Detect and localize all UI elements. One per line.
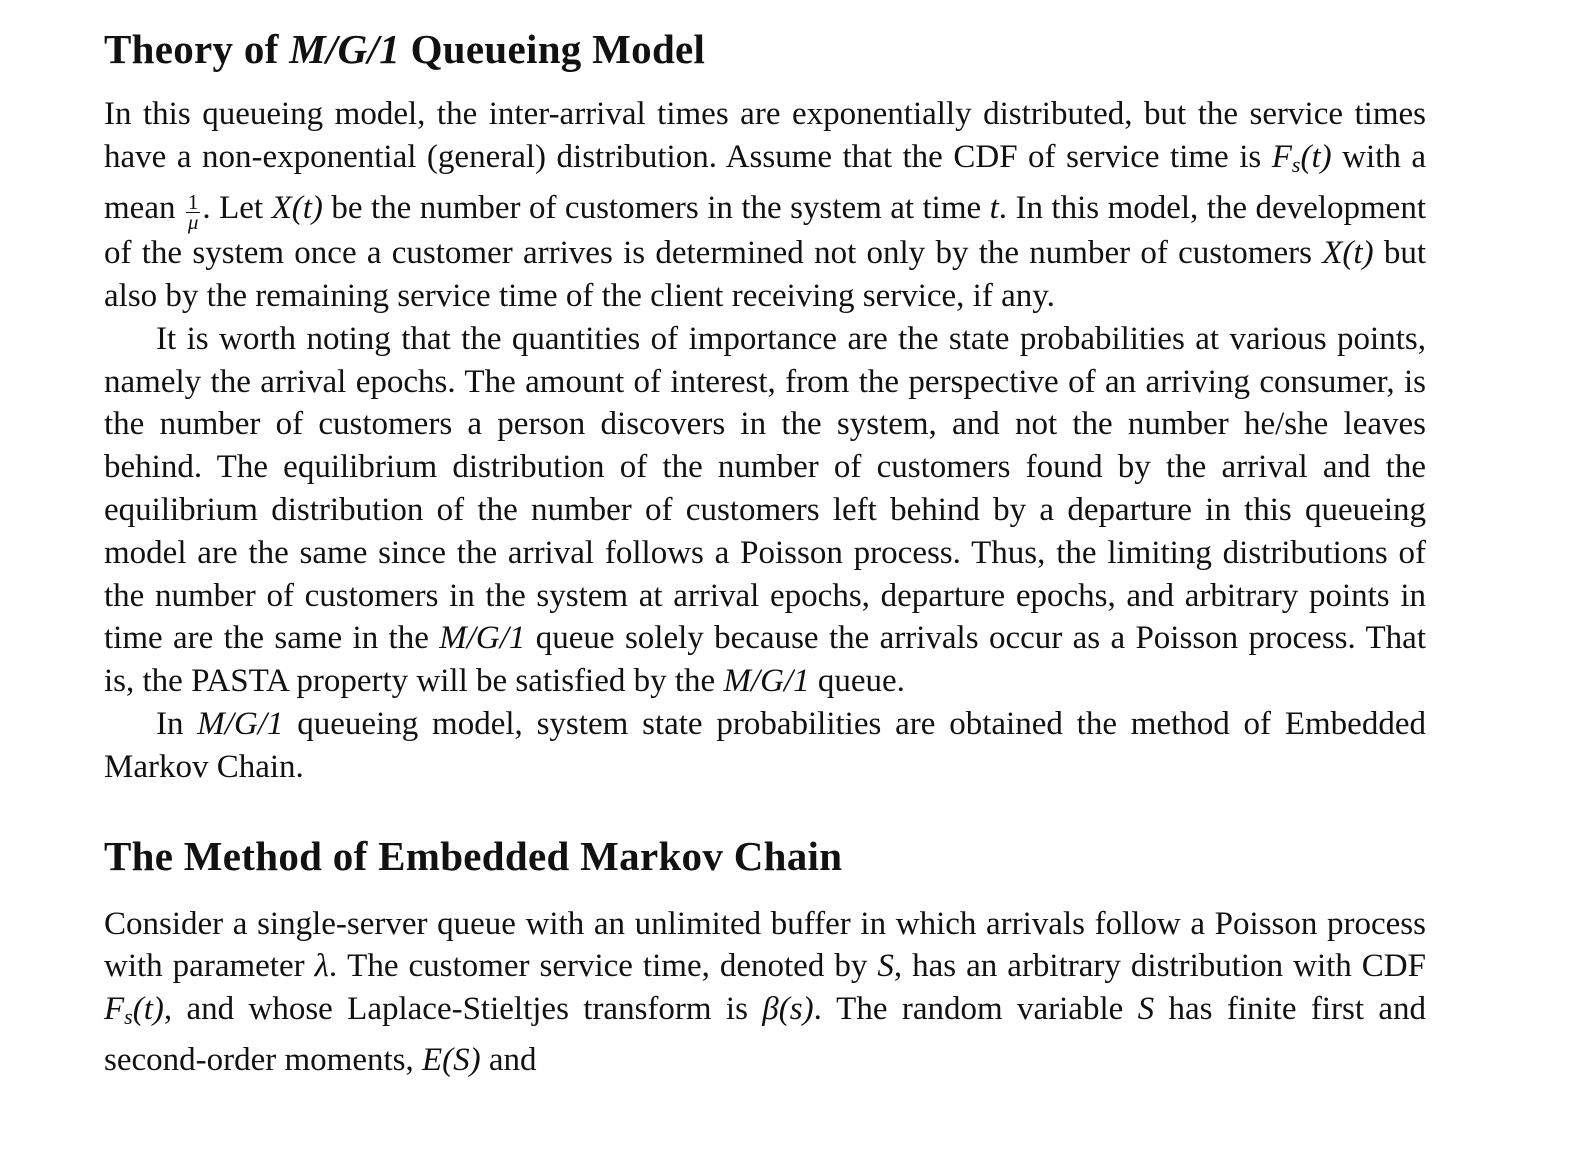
- paragraph-pasta: It is worth noting that the quantities of importance are the state probabilities at various points, namely the arrival epochs. The amount of interest, from the perspective of an arriving consumer, is the number of customers a person discovers in the system, and not the number he/she leaves behind. The equilibrium distribution of the number of customers found by the arrival and the equilibrium distribution of the number of customers left behind by a departure in this queueing model are the same since the arrival follows a Poisson process. Thus, the limiting distributions of the number of customers in the system at arrival epochs, departure epochs, and arbitrary points in time are the same in the M/G/1 queue solely because the arrivals occur as a Poisson process. That is, the PASTA property will be satisfied by the M/G/1 queue.: [104, 320, 1426, 700]
- paragraph-single-server: Consider a single-server queue with an unlimited buffer in which arrivals follow a Poisson process with parameter λ. The customer service time, denoted by S, has an arbitrary distribution with CDF $F_s(t)$, and whose Laplace-Stieltjes transform is β(s). The random variable S has finite first and second-order moments, E(S) and: [104, 905, 1426, 1078]
- math-F: F: [104, 991, 125, 1028]
- math-beta: β(s): [762, 991, 814, 1028]
- document-page: [104, 0, 1426, 1082]
- math-mg1: M/G/1: [439, 620, 526, 657]
- math-mg1: M/G/1: [289, 26, 401, 72]
- section-title-mg1-theory: Theory of M/G/1 Queueing Model: [104, 26, 706, 72]
- math-subscript-s: s: [1291, 151, 1301, 177]
- fraction-one-over-mu: $\frac{1}{\mu}$: [187, 190, 199, 235]
- paragraph-intro: In this queueing model, the inter-arrival times are exponentially distributed, but the service times have a non-exponential (general) distribution. Assume that the CDF of service time is $F_s(t)$ with a mean $\frac{1}{\mu}$ . Let X(t) be the number of customers in the system at time t. In this model, the development of the system once a customer arrives is determined not only by the number of customers X(t) but also by the remaining service time of the client receiving service, if any.: [104, 96, 1427, 314]
- math-mg1: M/G/1: [723, 663, 810, 700]
- paragraph-embedded-intro: In M/G/1 queueing model, system state probabilities are obtained the method of Embedded Markov Chain.: [104, 705, 1426, 785]
- math-F: F: [1271, 138, 1292, 175]
- section-title-embedded-markov-chain: The Method of Embedded Markov Chain: [104, 832, 843, 879]
- math-lambda: λ: [314, 948, 329, 985]
- math-mg1: M/G/1: [197, 705, 284, 742]
